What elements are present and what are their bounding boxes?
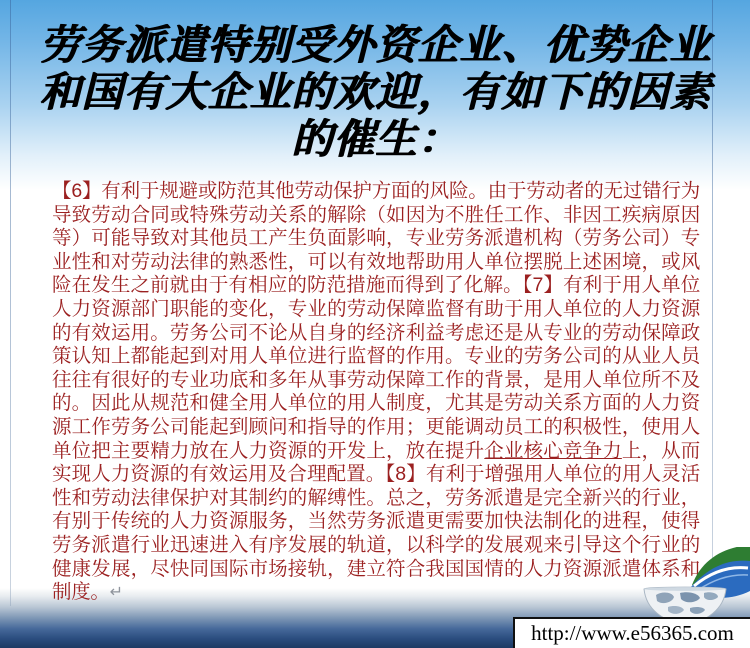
left-frame-line (10, 0, 11, 606)
title-line-1: 劳务派遣特别受外资企业、优势企业 (39, 22, 711, 68)
body-segment-underlined: 企业核心竞争力 (484, 439, 622, 462)
globe-bowl-icon (628, 547, 750, 625)
slide-body-paragraph (52, 180, 700, 606)
title-line-3: 的催生： (291, 116, 459, 162)
paragraph-return-mark: ↵ (109, 584, 123, 602)
body-segment-after: 上，从而实现人力资源的有效运用及合理配置。【8】有利于增强用人单位的用人灵活性和劳动法律保护对其制约的解缚性。总之，劳务派遣是完全新兴的行业，有别于传统的人力资源服务，当然劳务派遣更需要加快法制化的进程，使得劳务派遣行业迅速进入有序发展的轨道，以科学的发展观来引导这个行业的健康发展，尽快同国际市场接轨，建立符合我国国情的人力资源派遣体系和制度。 (52, 439, 700, 604)
website-url-box (513, 617, 750, 648)
website-url: http://www.e56365.com (531, 621, 734, 645)
title-line-2: 和国有大企业的欢迎，有如下的因素 (39, 69, 711, 115)
slide-title (12, 22, 738, 163)
body-segment-before: 【6】有利于规避或防范其他劳动保护方面的风险。由于劳动者的无过错行为导致劳动合同或特殊劳动关系的解除（如因为不胜任工作、非因工疾病原因等）可能导致对其他员工产生负面影响，专业劳务派遣机构（劳务公司）专业性和对劳动法律的熟悉性，可以有效地帮助用人单位摆脱上述困境，或风险在发生之前就由于有相应的防范措施而得到了化解。【7】有利于用人单位人力资源部门职能的变化，专业的劳动保障监督有助于用人单位的人力资源的有效运用。劳务公司不论从自身的经济利益考虑还是从专业的劳动保障政策认知上都能起到对用人单位进行监督的作用。专业的劳务公司的从业人员往往有很好的专业功底和多年从事劳动保障工作的背景，是用人单位所不及的。因此从规范和健全用人单位的用人制度，尤其是劳动关系方面的人力资源工作劳务公司能起到顾问和指导的作用；更能调动员工的积极性，使用人单位把主要精力放在人力资源的开发上，放在提升 (52, 180, 700, 462)
